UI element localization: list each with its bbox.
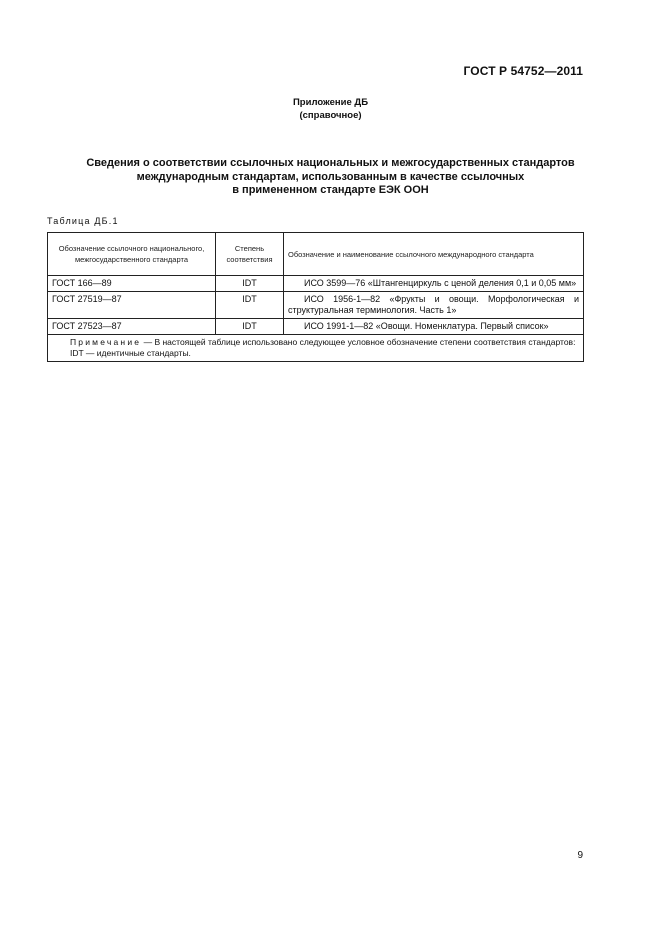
table-caption: Таблица ДБ.1: [47, 216, 119, 226]
table-header-row: [48, 233, 584, 276]
desc-text: ИСО 1956-1—82 «Фрукты и овощи. Морфологическая и структуральная терминология. Часть 1»: [288, 294, 579, 315]
desc-cell: [284, 292, 584, 319]
table-row: [48, 319, 584, 335]
degree-cell: IDT: [216, 319, 284, 335]
appendix-title: Приложение ДБ: [292, 97, 369, 108]
desc-cell: [284, 319, 584, 335]
note-line2: IDT — идентичные стандарты.: [70, 348, 191, 358]
page-number: 9: [577, 850, 583, 861]
column-header-international: Обозначение и наименование ссылочного международного стандарта: [284, 233, 584, 276]
title-line: Сведения о соответствии ссылочных национальных и межгосударственных стандартов: [86, 157, 575, 169]
table-row: [48, 276, 584, 292]
table-row: [48, 292, 584, 319]
title-line: в примененном стандарте ЕЭК ООН: [232, 184, 429, 196]
desc-text: ИСО 3599—76 «Штангенциркуль с ценой деления 0,1 и 0,05 мм»: [304, 278, 577, 288]
appendix-subtitle: (справочное): [299, 110, 362, 121]
table-note-row: [48, 335, 584, 362]
appendix-heading: [0, 96, 661, 122]
degree-cell: IDT: [216, 276, 284, 292]
gost-cell: ГОСТ 27519—87: [48, 292, 216, 319]
column-header-degree: Степень соответствия: [216, 233, 284, 276]
column-header-gost: Обозначение ссылочного национального, межгосударственного стандарта: [48, 233, 216, 276]
gost-cell: ГОСТ 166—89: [48, 276, 216, 292]
reference-table: [47, 232, 584, 362]
table-note: [48, 335, 584, 362]
title-line: международным стандартам, использованным в качестве ссылочных: [136, 170, 525, 183]
degree-cell: IDT: [216, 292, 284, 319]
note-label: Примечание: [70, 337, 142, 347]
note-text: — В настоящей таблице использовано следующее условное обозначение степени соответствия стандартов:: [143, 337, 576, 347]
desc-text: ИСО 1991-1—82 «Овощи. Номенклатура. Первый список»: [304, 321, 549, 331]
section-title: [0, 157, 661, 198]
gost-cell: ГОСТ 27523—87: [48, 319, 216, 335]
standard-code: ГОСТ Р 54752—2011: [463, 64, 583, 78]
desc-cell: [284, 276, 584, 292]
